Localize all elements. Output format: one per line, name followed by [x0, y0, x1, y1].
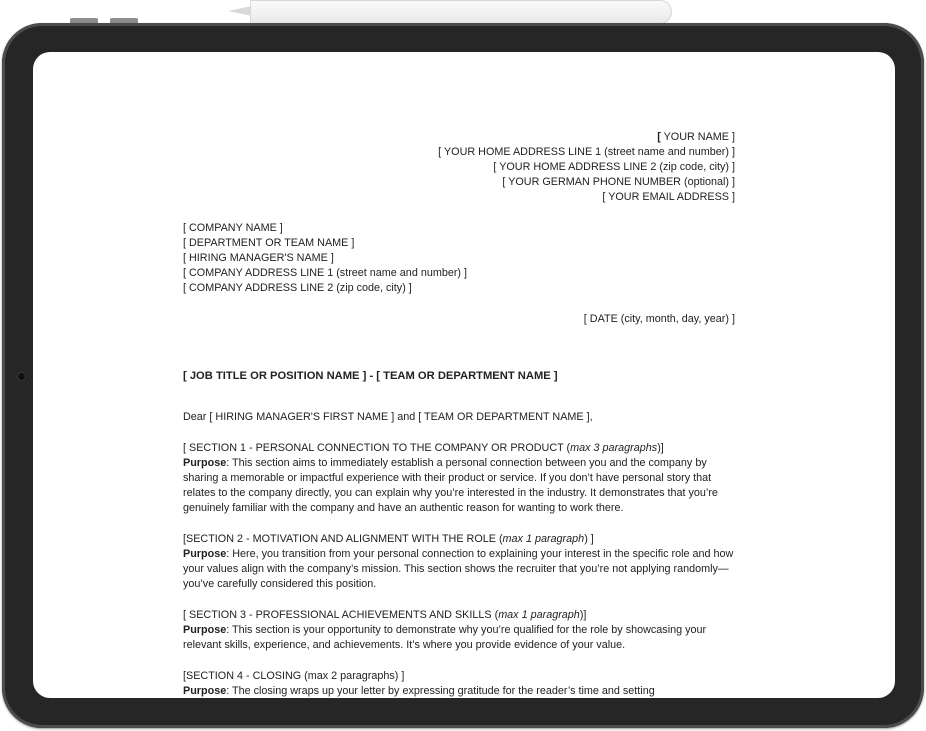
section-2: [183, 532, 735, 592]
pencil-tip: [228, 6, 252, 16]
pencil-body: [250, 0, 672, 24]
section-purpose: Purpose: The closing wraps up your letter by expressing gratitude for the reader’s time and setting: [183, 685, 655, 697]
recipient-company: [ COMPANY NAME ]: [183, 222, 283, 234]
front-camera: [17, 372, 26, 381]
sender-name: [ YOUR NAME ]: [657, 131, 735, 143]
sender-block: [183, 130, 735, 205]
recipient-address-line-2: [ COMPANY ADDRESS LINE 2 (zip code, city) ]: [183, 282, 412, 294]
section-heading: [SECTION 2 - MOTIVATION AND ALIGNMENT WITH THE ROLE (max 1 paragraph) ]: [183, 533, 594, 545]
section-3: [183, 608, 735, 653]
sender-address-line-1: [ YOUR HOME ADDRESS LINE 1 (street name and number) ]: [438, 146, 735, 158]
section-heading: [ SECTION 1 - PERSONAL CONNECTION TO THE COMPANY OR PRODUCT (max 3 paragraphs)]: [183, 442, 664, 454]
section-purpose: Purpose: Here, you transition from your personal connection to explaining your interest in the specific role and how your values align with the company’s mission. This section shows the recruiter that you’re not applying randomly—you’ve carefully considered this position.: [183, 548, 734, 590]
sender-address-line-2: [ YOUR HOME ADDRESS LINE 2 (zip code, city) ]: [493, 161, 735, 173]
salutation: Dear [ HIRING MANAGER'S FIRST NAME ] and [ TEAM OR DEPARTMENT NAME ],: [183, 411, 593, 423]
letter-subject: [ JOB TITLE OR POSITION NAME ] - [ TEAM OR DEPARTMENT NAME ]: [183, 370, 558, 382]
recipient-address-line-1: [ COMPANY ADDRESS LINE 1 (street name and number) ]: [183, 267, 468, 279]
section-heading: [SECTION 4 - CLOSING (max 2 paragraphs) ]: [183, 670, 405, 682]
sender-email: [ YOUR EMAIL ADDRESS ]: [602, 191, 735, 203]
section-heading: [ SECTION 3 - PROFESSIONAL ACHIEVEMENTS AND SKILLS (max 1 paragraph)]: [183, 609, 587, 621]
apple-pencil: [228, 0, 672, 24]
recipient-block: [183, 221, 735, 296]
cover-letter-document: [183, 130, 735, 698]
section-1: [183, 441, 735, 516]
letter-date: [ DATE (city, month, day, year) ]: [583, 313, 735, 325]
recipient-manager: [ HIRING MANAGER'S NAME ]: [183, 252, 334, 264]
section-purpose: Purpose: This section is your opportunity to demonstrate why you’re qualified for the role by showcasing your relevant skills, experience, and achievements. It’s where you provide evidence of your value.: [183, 624, 707, 651]
section-4: [183, 669, 735, 698]
recipient-department: [ DEPARTMENT OR TEAM NAME ]: [183, 237, 355, 249]
document-screen[interactable]: [33, 52, 895, 698]
section-purpose: Purpose: This section aims to immediately establish a personal connection between you and the company by sharing a memorable or impactful experience with their product or service. If you don’t have personal story that relates to the company directly, you can explain why you’re interested in the industry. It demonstrates that you’re genuinely familiar with the company and have an authentic reason for wanting to work there.: [183, 457, 718, 514]
sender-phone: [ YOUR GERMAN PHONE NUMBER (optional) ]: [502, 176, 735, 188]
